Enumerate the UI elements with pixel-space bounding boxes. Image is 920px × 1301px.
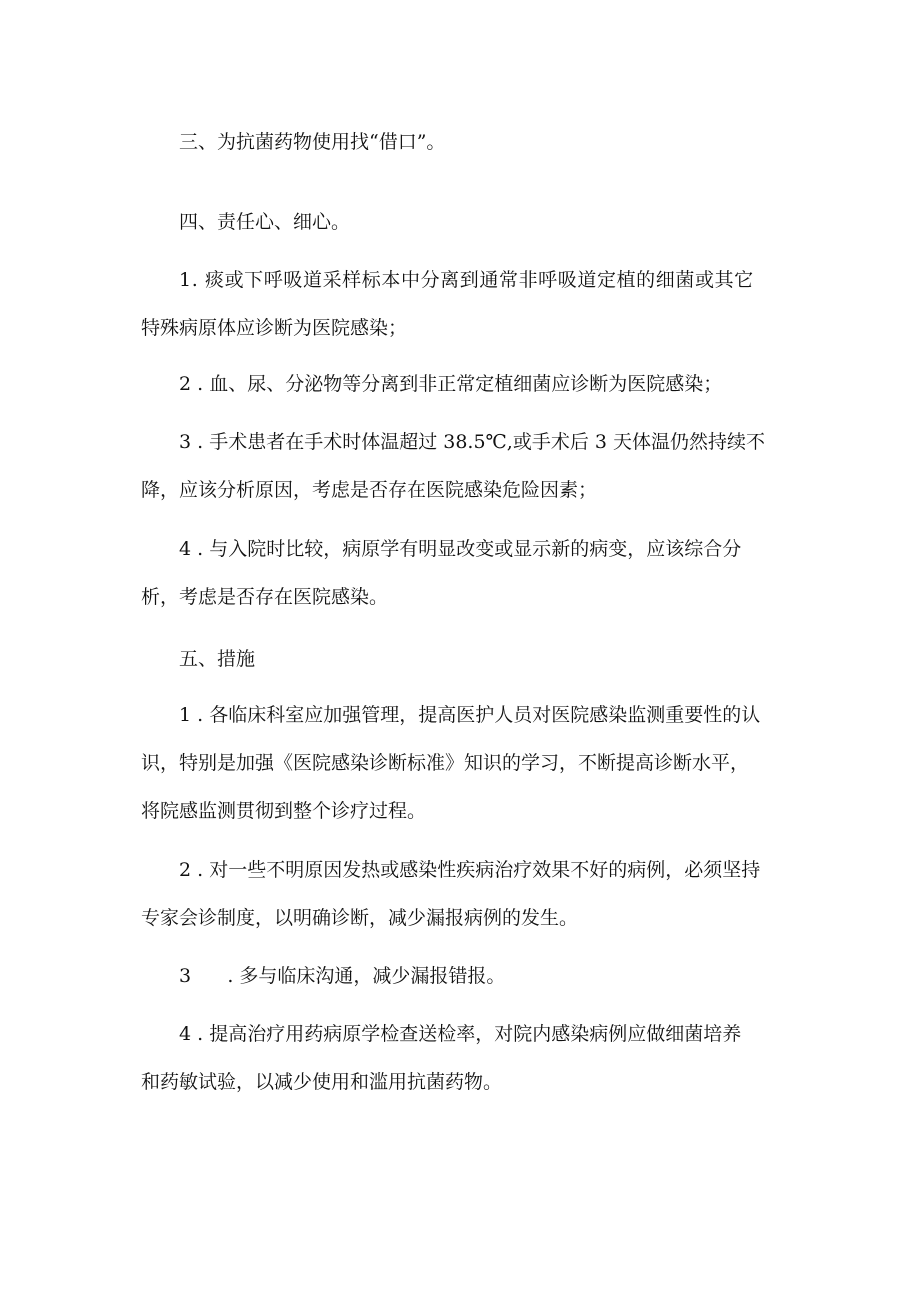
paragraph-line: 2 . 血、尿、分泌物等分离到非正常定植细菌应诊断为医院感染；: [179, 373, 723, 395]
paragraph-line: 识，特别是加强《医院感染诊断标准》知识的学习，不断提高诊断水平，: [141, 752, 750, 774]
paragraph-line: 2 . 对一些不明原因发热或感染性疾病治疗效果不好的病例，必须坚持: [179, 859, 761, 881]
paragraph-line: 4 . 与入院时比较，病原学有明显改变或显示新的病变，应该综合分: [179, 538, 742, 560]
paragraph-line: 3 . 手术患者在手术时体温超过 38.5℃,或手术后 3 天体温仍然持续不: [179, 431, 766, 453]
paragraph-line: 1. 痰或下呼吸道采样标本中分离到通常非呼吸道定植的细菌或其它: [179, 269, 754, 291]
section-heading-three: 三、为抗菌药物使用找“借口”。: [179, 131, 446, 153]
paragraph-line: 将院感监测贯彻到整个诊疗过程。: [141, 800, 427, 822]
paragraph-line: 4 . 提高治疗用药病原学检查送检率，对院内感染病例应做细菌培养: [179, 1023, 742, 1045]
section-heading-four: 四、责任心、细心。: [179, 211, 351, 233]
paragraph-line: 析，考虑是否存在医院感染。: [141, 586, 389, 608]
paragraph-line: 3 . 多与临床沟通，减少漏报错报。: [179, 965, 506, 987]
paragraph-line: 特殊病原体应诊断为医院感染；: [141, 317, 408, 339]
paragraph-line: 专家会诊制度，以明确诊断，减少漏报病例的发生。: [141, 907, 579, 929]
paragraph-line: 和药敏试验，以减少使用和滥用抗菌药物。: [141, 1071, 503, 1093]
paragraph-line: 降，应该分析原因，考虑是否存在医院感染危险因素；: [141, 479, 598, 501]
section-heading-five: 五、措施: [179, 648, 256, 670]
paragraph-line: 1 . 各临床科室应加强管理，提高医护人员对医院感染监测重要性的认: [179, 704, 761, 726]
